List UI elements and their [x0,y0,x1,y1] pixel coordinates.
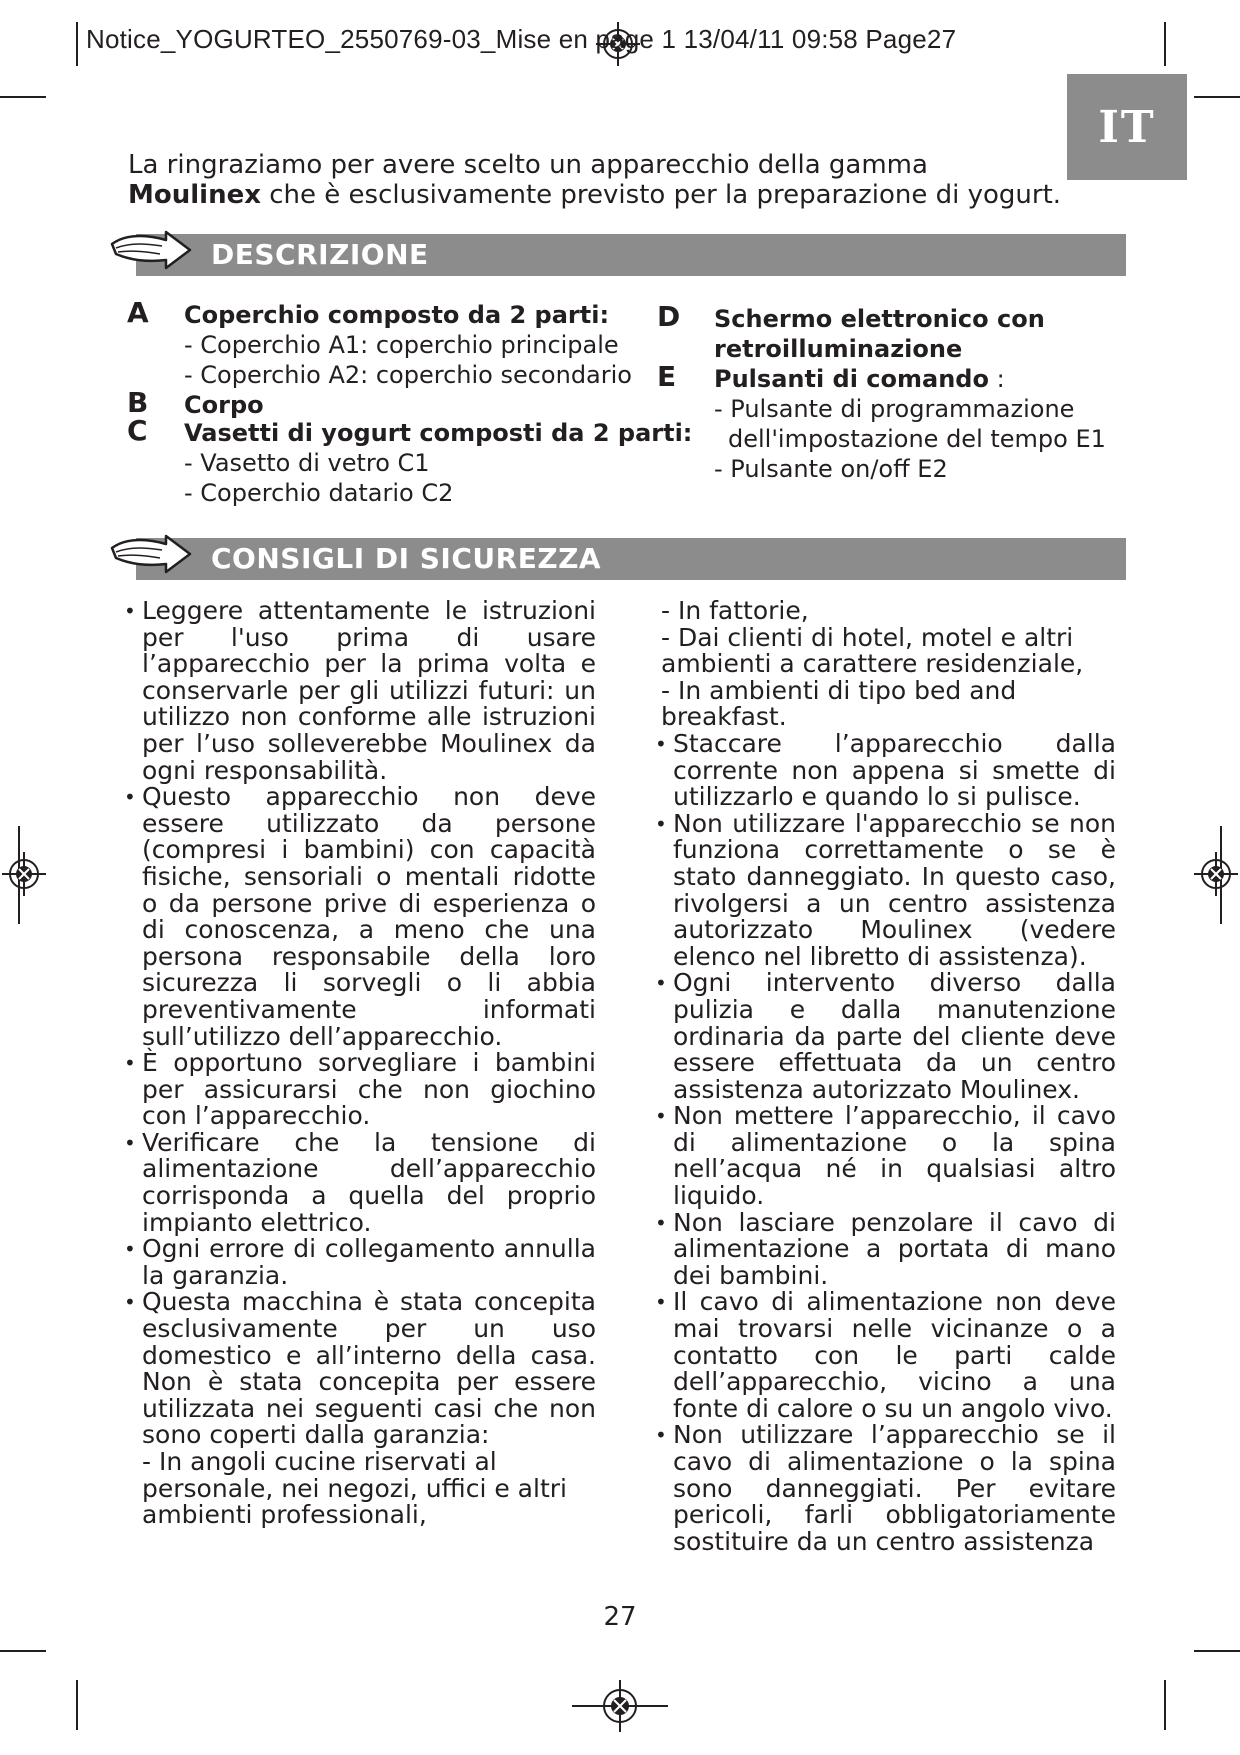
item-c-sub-1: - Vasetto di vetro C1 [184,449,430,477]
item-a-sub-2: - Coperchio A2: coperchio secondario [184,361,632,389]
item-letter-b: B [127,386,149,419]
item-letter-e: E [657,360,677,393]
crop-mark [1164,1680,1166,1730]
print-header: Notice_YOGURTEO_2550769-03_Mise en page 1 13/04/11 09:58 Page27 [86,24,957,54]
safety-item: • Questo apparecchio non deve essere utilizzato da persone (compresi i bambini) con capacità fisiche, sensoriali o mentali ridotte o da persone prive di esperienza o di conoscenza, a meno che una persona responsabile della loro sicurezza li sorvegli o li abbia preventivamente informati sull’utilizzo dell’apparecchio. [124,784,596,1050]
safety-item: • Non lasciare penzolare il cavo di alimentazione a portata di mano dei bambini. [655,1210,1116,1290]
hand-arrow-icon [108,530,194,580]
safety-item: • Non utilizzare l’apparecchio se il cavo di alimentazione o la spina sono danneggiati. Per evitare pericoli, farli obbligatoriamente sostituire da un centro assistenza [655,1422,1116,1555]
brand-name: Moulinex [128,180,261,210]
description-list [0,0,1240,520]
item-b-title: Corpo [184,391,264,419]
item-e-sub-1: - Pulsante di programmazione [714,395,1075,423]
item-c-sub-2: - Coperchio datario C2 [184,479,454,507]
item-e-sub-2: dell'impostazione del tempo E1 [728,425,1106,453]
crop-mark [0,1650,46,1652]
page-number: 27 [603,1602,637,1632]
safety-item: • Non utilizzare l'apparecchio se non funziona correttamente o se è stato danneggiato. In questo caso, rivolgersi a un centro assistenza autorizzato Moulinex (vedere elenco nel libretto di assistenza). [655,811,1116,971]
item-c-title: Vasetti di yogurt composti da 2 parti: [184,419,693,447]
item-a-title: Coperchio composto da 2 parti: [184,301,610,329]
safety-item: • Staccare l’apparecchio dalla corrente non appena si smette di utilizzarlo e quando lo si pulisce. [655,731,1116,811]
language-tab: IT [1067,74,1187,180]
safety-section-title: CONSIGLI DI SICUREZZA [211,542,602,575]
safety-item: • Ogni intervento diverso dalla pulizia e dalla manutenzione ordinaria da parte del cliente deve essere effettuata da un centro assistenza autorizzato Moulinex. [655,970,1116,1103]
safety-item: • Non mettere l’apparecchio, il cavo di alimentazione o la spina nell’acqua né in qualsiasi altro liquido. [655,1103,1116,1209]
item-e-colon: : [988,365,1005,393]
safety-column-left [124,598,596,1529]
safety-item: • Leggere attentamente le istruzioni per l'uso prima di usare l’apparecchio per la prima volta e conservarle per gli utilizzi futuri: un utilizzo non conforme alle istruzioni per l’uso solleverebbe Moulinex da ogni responsabilità. [124,598,596,784]
crop-mark [1194,1650,1240,1652]
safety-item-continuation: - In fattorie, [661,596,809,625]
safety-item: • Verificare che la tensione di alimentazione dell’apparecchio corrisponda a quella del proprio impianto elettrico. [124,1130,596,1236]
intro-line-1: La ringraziamo per avere scelto un apparecchio della gamma [128,150,928,180]
item-e-sub-3: - Pulsante on/off E2 [714,455,948,483]
safety-item-continuation: - Dai clienti di hotel, motel e altri ambienti a carattere residenziale, [661,622,1084,679]
safety-item: • Questa macchina è stata concepita esclusivamente per un uso domestico e all’interno della casa. Non è stata concepita per essere utilizzata nei seguenti casi che non sono coperti dalla garanzia: [124,1289,596,1449]
safety-item: • È opportuno sorvegliare i bambini per assicurarsi che non giochino con l’apparecchio. [124,1050,596,1130]
safety-item-continuation: - In angoli cucine riservati al personale, nei negozi, uffici e altri ambienti professionali, [142,1447,567,1530]
item-d-title-line-2: retroilluminazione [714,335,963,363]
registration-mark-icon [572,1678,668,1734]
registration-mark-icon [1192,850,1240,898]
registration-mark-icon [0,850,48,898]
safety-item-continuation: - In ambienti di tipo bed and breakfast. [661,675,1017,732]
item-a-sub-1: - Coperchio A1: coperchio principale [184,331,619,359]
safety-item: • Il cavo di alimentazione non deve mai trovarsi nelle vicinanze o a contatto con le parti calde dell’apparecchio, vicino a una fonte di calore o su un angolo vivo. [655,1289,1116,1422]
item-e-title [714,364,1005,394]
crop-mark [76,1680,78,1730]
intro-line-2-text: che è esclusivamente previsto per la preparazione di yogurt. [260,180,1062,210]
safety-column-right [655,598,1116,1555]
item-letter-a: A [127,296,149,329]
item-e-title-text: Pulsanti di comando [714,365,989,393]
item-d-title-line-1: Schermo elettronico con [714,305,1045,333]
description-section-title: DESCRIZIONE [211,238,429,271]
item-letter-d: D [657,300,681,333]
safety-item: • Ogni errore di collegamento annulla la garanzia. [124,1236,596,1289]
item-letter-c: C [127,414,148,447]
